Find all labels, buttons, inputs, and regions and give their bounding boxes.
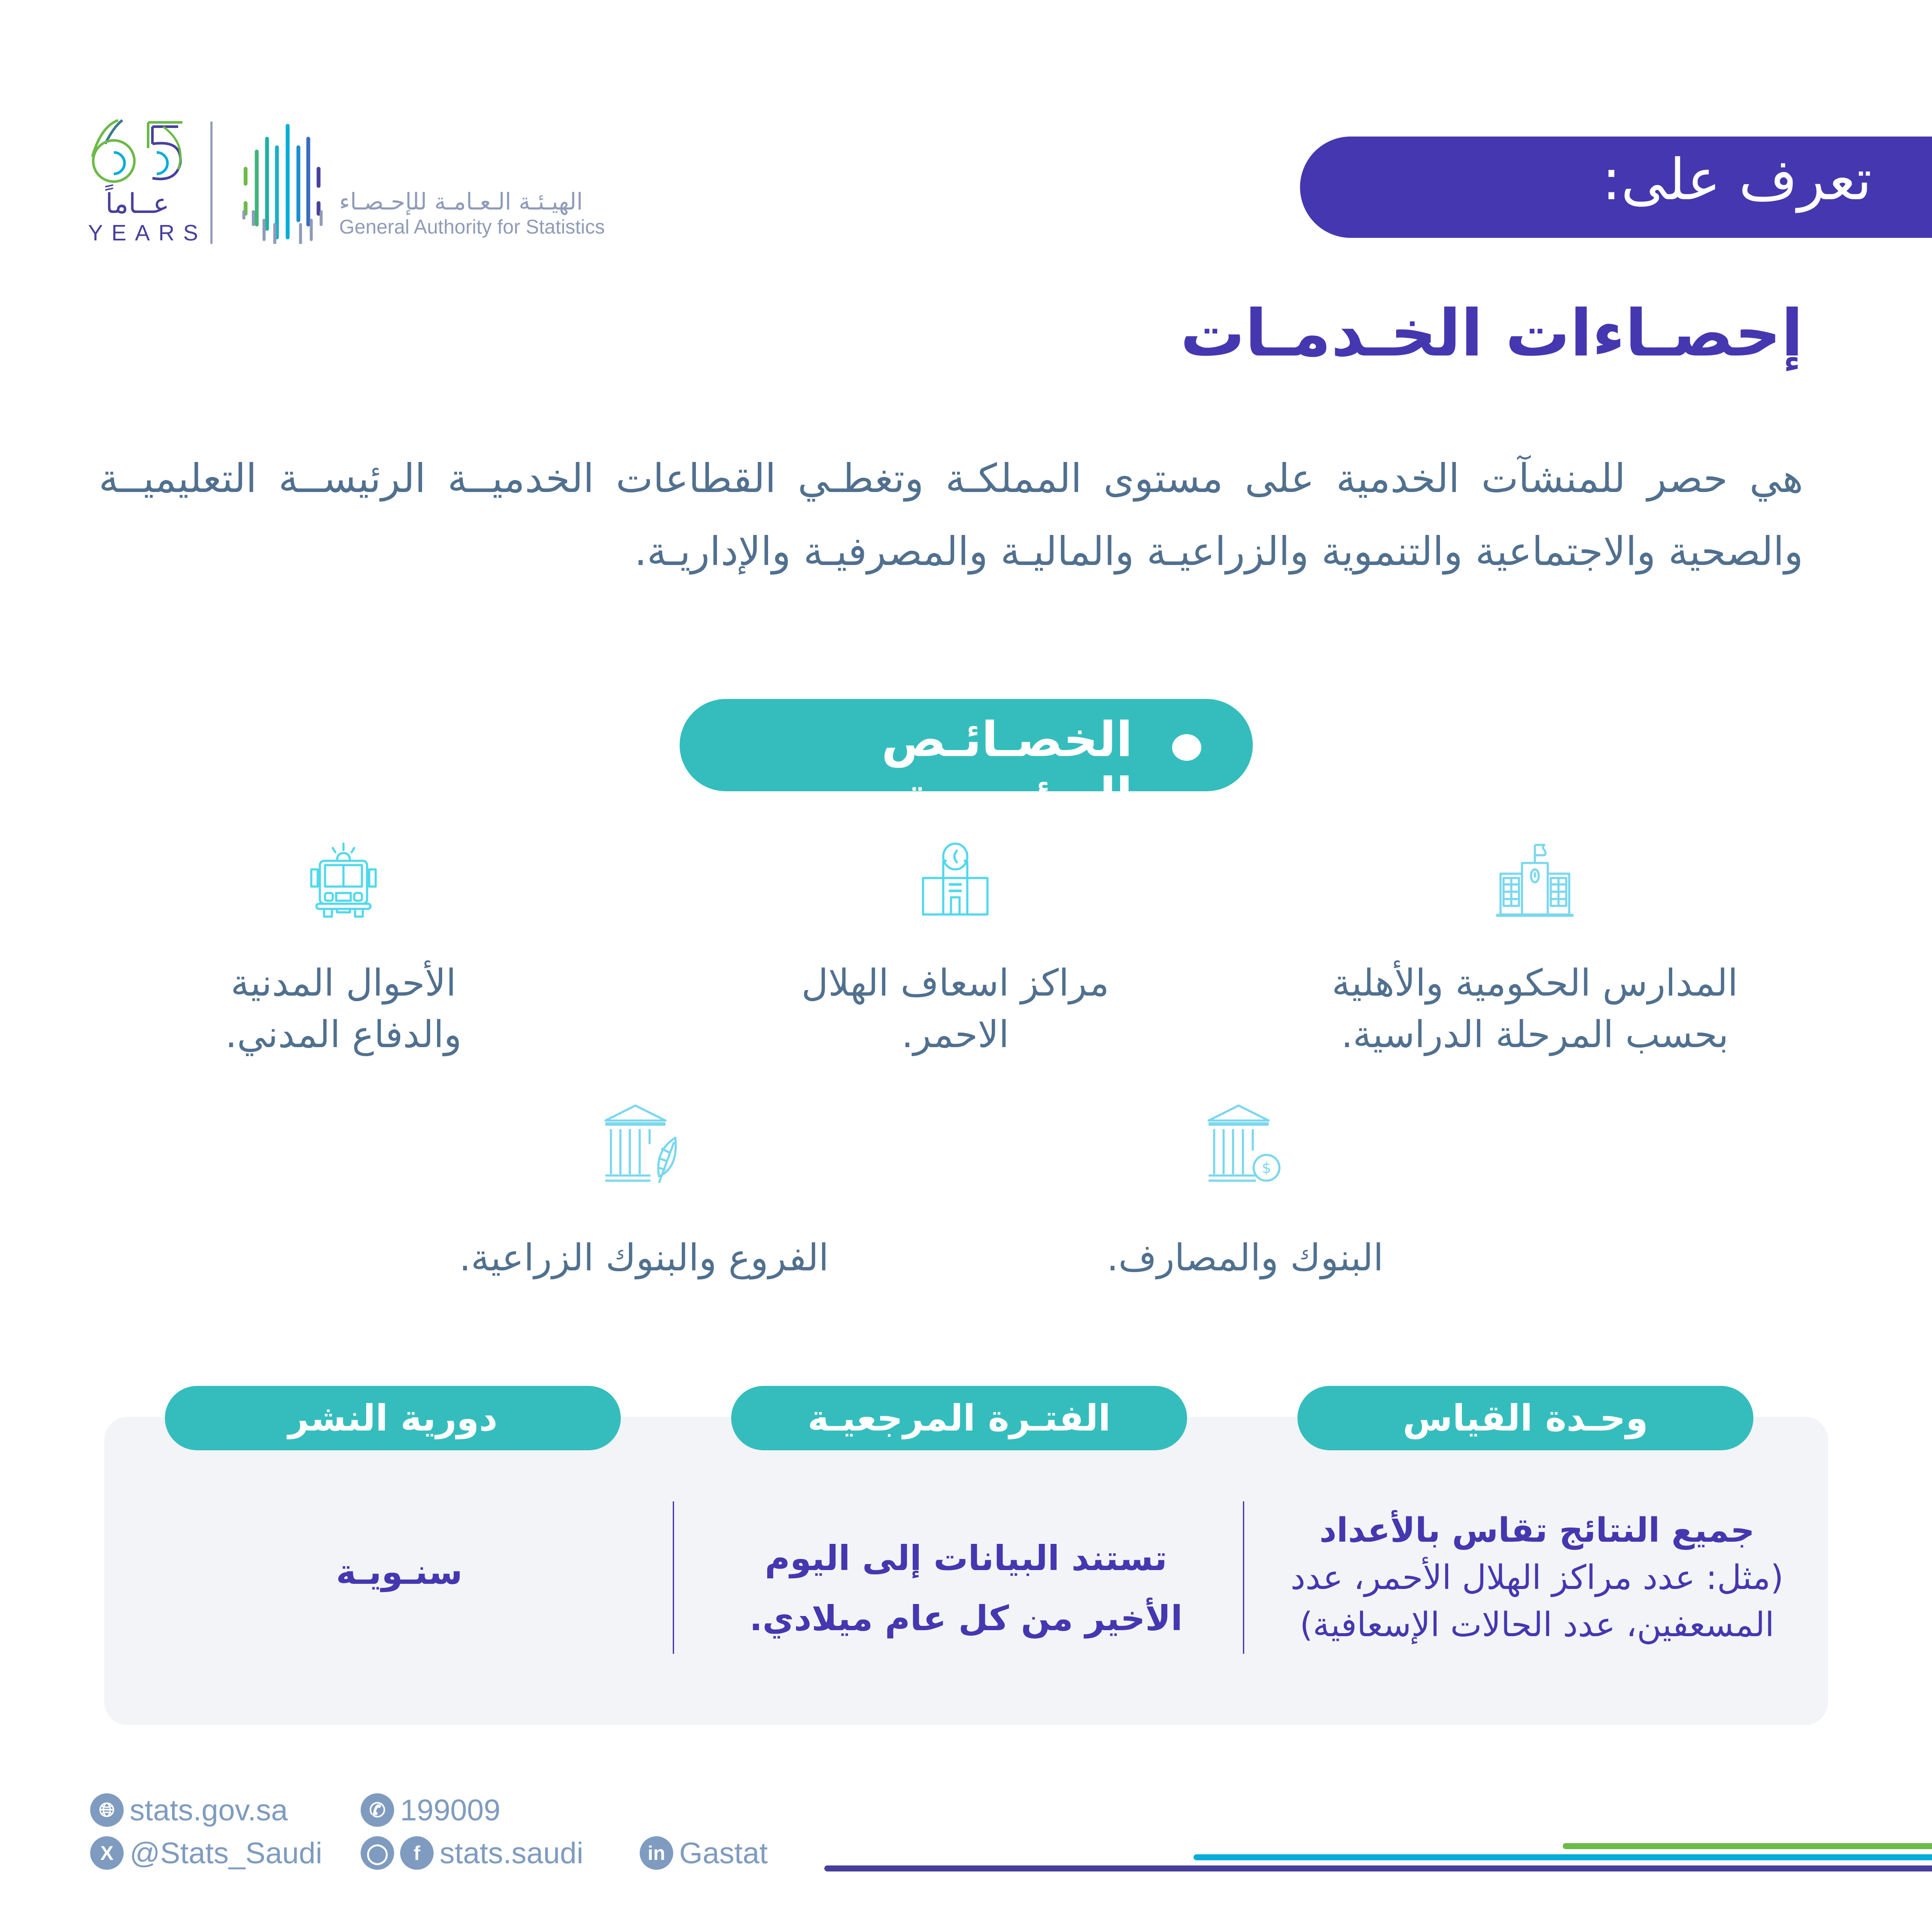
feature-item-schools [1288,841,1782,1060]
publication-frequency-heading: دورية النشر [165,1386,621,1450]
measurement-unit-heading: وحـدة القياس [1297,1386,1753,1450]
svg-text:$: $ [1262,1160,1271,1177]
feature-text-civil-defense: الأحوال المدنية والدفاع المدني. [225,962,462,1056]
key-features-heading [680,699,1253,823]
facebook-icon: f [400,1836,434,1870]
anniversary-logo [88,118,207,247]
instagram-facebook-link[interactable]: ◯ f stats.saudi [361,1836,583,1870]
publication-frequency-value: سنـويـة [336,1552,463,1592]
decorative-bar-green [1563,1843,1932,1849]
bullet-dot-icon [1172,734,1201,761]
decorative-bar-blue [1194,1854,1932,1860]
feature-text-red-crescent: مراكز اسعاف الهلال الاحمر. [801,962,1109,1056]
x-icon: X [90,1836,124,1870]
banner-label: تعرف على: [1602,147,1872,213]
feature-item-agri-banks [408,1103,880,1284]
sixty-five-icon [88,118,187,187]
page-title: إحصـاءات الخـدمـات [1180,296,1803,371]
bank-dollar-icon [1202,1103,1288,1185]
feature-item-banks [1009,1103,1481,1284]
gastat-name-english: General Authority for Statistics [339,216,605,238]
intro-paragraph: هي حصر للمنشآت الخدمية على مستوى المملكـة وتغطـي القطاعات الخدميــة الرئيســة التعليميــة والصحية والاجتماعية والتنموية والزراعيـة والماليـة والمصرفيـة والإداريـة. [99,456,1803,574]
anniversary-arabic: عــاماً [105,188,170,220]
measurement-unit-value: جميع النتائج تقاس بالأعداد (مثل: عدد مراكز الهلال الأحمر، عدد المسعفين، عدد الحالات الإسعافية) [1290,1511,1784,1644]
column-divider [673,1501,674,1654]
reference-period-heading: الفتـرة المرجعيـة [731,1386,1187,1450]
linkedin-icon: in [640,1836,673,1870]
feature-item-civil-defense [172,841,515,1060]
column-divider [1243,1501,1244,1654]
website-link[interactable]: 🌐︎ stats.gov.sa [90,1793,288,1827]
phone-link[interactable]: ✆ 199009 [361,1793,501,1827]
reference-period-value: تستند البيانات إلى اليوم الأخير من كل عام ميلادي. [749,1538,1183,1638]
bank-leaf-icon [599,1103,689,1185]
linkedin-link[interactable]: in Gastat [640,1836,768,1870]
red-crescent-building-icon [914,841,996,919]
gastat-logo-icon [240,122,326,244]
gastat-name-arabic: الهيـئـة الـعـامـة للإحـصـاء [339,188,583,215]
feature-text-schools: المدارس الحكومية والأهلية بحسب المرحلة الدراسية. [1331,962,1738,1056]
fire-truck-icon [307,841,380,919]
x-link[interactable]: X @Stats_Saudi [90,1836,322,1870]
key-features-label: الخصـائـص الـرئيـسـة [881,712,1133,823]
globe-icon: 🌐︎ [90,1793,124,1827]
feature-text-banks: البنوك والمصارف. [1106,1236,1384,1279]
decorative-bar-purple [824,1865,1932,1871]
phone-icon: ✆ [361,1793,394,1827]
feature-item-red-crescent [730,841,1181,1060]
school-building-icon [1494,841,1576,919]
gastat-wordmark [339,189,605,239]
feature-text-agri-banks: الفروع والبنوك الزراعية. [459,1236,829,1279]
instagram-icon: ◯ [361,1836,394,1870]
anniversary-english: YEARS [88,221,207,246]
logo-divider [210,122,213,244]
header-banner [1300,137,1932,238]
